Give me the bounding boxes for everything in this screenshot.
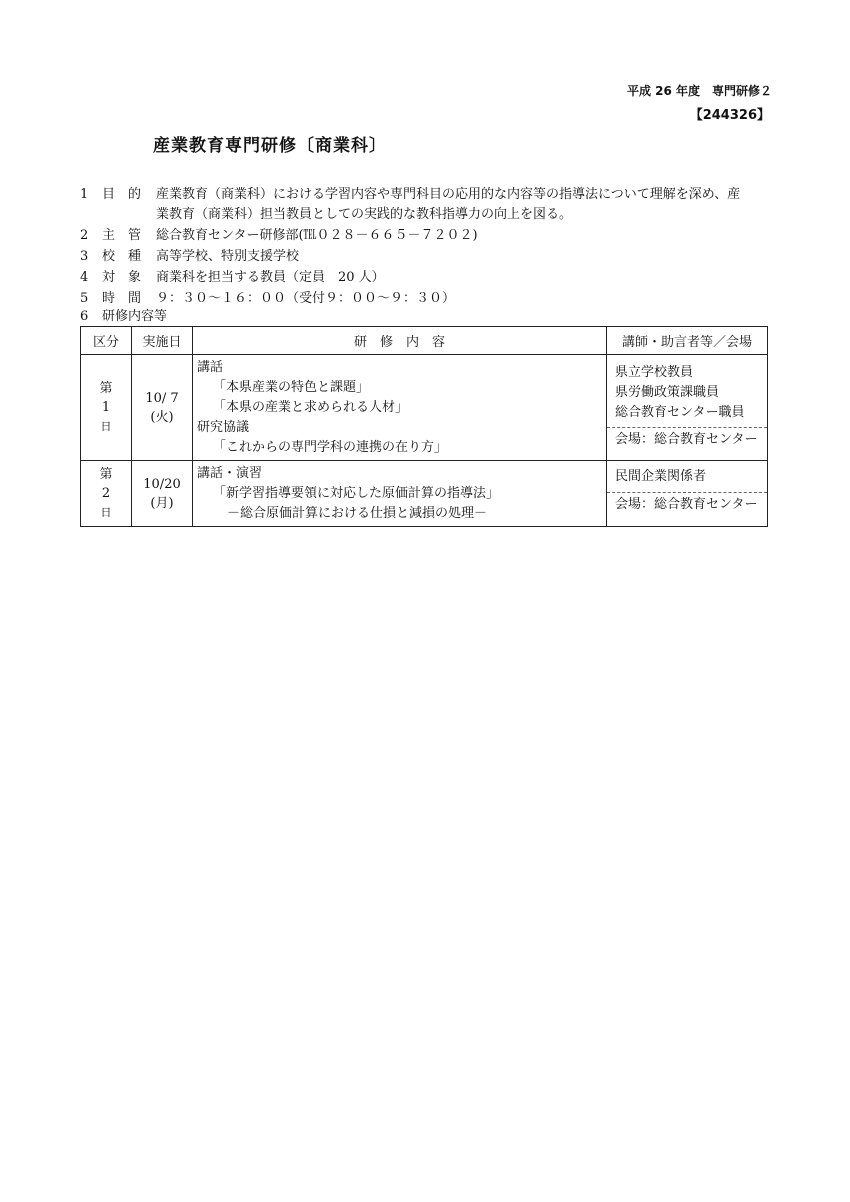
item-number: 4 — [80, 270, 89, 285]
instructor-item: 県立学校教員 — [615, 365, 694, 380]
purpose-text-line1: 産業教育（商業科）における学習内容や専門科目の応用的な内容等の指導法について理解を深め、産 — [156, 187, 741, 202]
document-year-label: 平成 26 年度 専門研修２ — [626, 84, 772, 98]
host-text: 総合教育センター研修部(℡０２８－６６５－７２０２) — [156, 228, 478, 243]
item-label: 研修内容等 — [102, 309, 168, 324]
item-number: 3 — [80, 249, 89, 264]
target-item — [80, 268, 385, 288]
session-subtopic: －総合原価計算における仕損と減損の処理－ — [227, 506, 488, 521]
contents-cell — [193, 461, 607, 527]
date-cell — [132, 355, 193, 461]
day-label-bottom: 日 — [100, 506, 112, 519]
item-number: 5 — [80, 291, 89, 306]
purpose-text-line2: 業教育（商業科）担当教員としての実践的な教科指導力の向上を図る。 — [156, 207, 573, 222]
content-heading-item — [80, 307, 167, 327]
day-cell — [81, 355, 132, 461]
day-number: 1 — [101, 400, 111, 415]
time-item — [80, 289, 455, 309]
instructors-cell — [607, 461, 768, 527]
school-type-text: 高等学校、特別支援学校 — [156, 249, 300, 264]
instructors-cell — [607, 355, 768, 461]
date-cell — [132, 461, 193, 527]
item-number: 2 — [80, 228, 89, 243]
item-number: 6 — [80, 309, 89, 324]
instructor-item: 総合教育センター職員 — [615, 405, 745, 420]
item-label: 主 管 — [102, 228, 142, 243]
day-number: 2 — [101, 486, 111, 501]
instructor-list — [607, 355, 767, 427]
day-label-top: 第 — [99, 467, 113, 482]
session-topic: 「これからの専門学科の連携の在り方」 — [213, 440, 448, 455]
session-type: 講話・演習 — [197, 466, 263, 481]
item-label: 目 的 — [102, 187, 142, 202]
header-date: 実施日 — [132, 327, 193, 355]
contents-cell — [193, 355, 607, 461]
instructor-item: 県労働政策課職員 — [615, 385, 720, 400]
purpose-item — [80, 185, 770, 225]
day-label-bottom: 日 — [100, 420, 112, 433]
course-code: 【244326】 — [689, 108, 770, 123]
item-label: 時 間 — [102, 291, 142, 306]
date-value: 10/20 — [143, 476, 181, 492]
item-label: 対 象 — [102, 270, 142, 285]
session-type: 研究協議 — [197, 420, 250, 435]
session-topic: 「本県の産業と求められる人材」 — [213, 400, 409, 415]
table-row — [81, 355, 768, 461]
venue-text: 会場：総合教育センター — [607, 427, 767, 452]
item-label: 校 種 — [102, 249, 142, 264]
header-instructors: 講師・助言者等／会場 — [607, 327, 768, 355]
weekday-value: (火) — [150, 409, 174, 425]
day-cell — [81, 461, 132, 527]
instructor-item: 民間企業関係者 — [615, 469, 707, 484]
item-number: 1 — [80, 187, 89, 202]
weekday-value: (月) — [150, 495, 174, 511]
header-division: 区分 — [81, 327, 132, 355]
date-value: 10/ 7 — [145, 390, 179, 406]
venue-text: 会場：総合教育センター — [607, 492, 767, 517]
school-type-item — [80, 247, 299, 267]
page-title: 産業教育専門研修〔商業科〕 — [153, 136, 387, 156]
header-contents: 研 修 内 容 — [193, 327, 607, 355]
target-text: 商業科を担当する教員（定員 20 人） — [156, 270, 385, 285]
host-item — [80, 226, 478, 246]
instructor-list — [607, 461, 767, 492]
time-text: ９：３０～１６：００（受付９：００～９：３０） — [156, 291, 456, 306]
session-topic: 「本県産業の特色と課題」 — [213, 380, 370, 395]
table-header-row — [81, 327, 768, 355]
session-type: 講話 — [197, 360, 224, 375]
table-row — [81, 461, 768, 527]
session-topic: 「新学習指導要領に対応した原価計算の指導法」 — [213, 486, 500, 501]
day-label-top: 第 — [99, 381, 113, 396]
schedule-table — [80, 326, 768, 527]
